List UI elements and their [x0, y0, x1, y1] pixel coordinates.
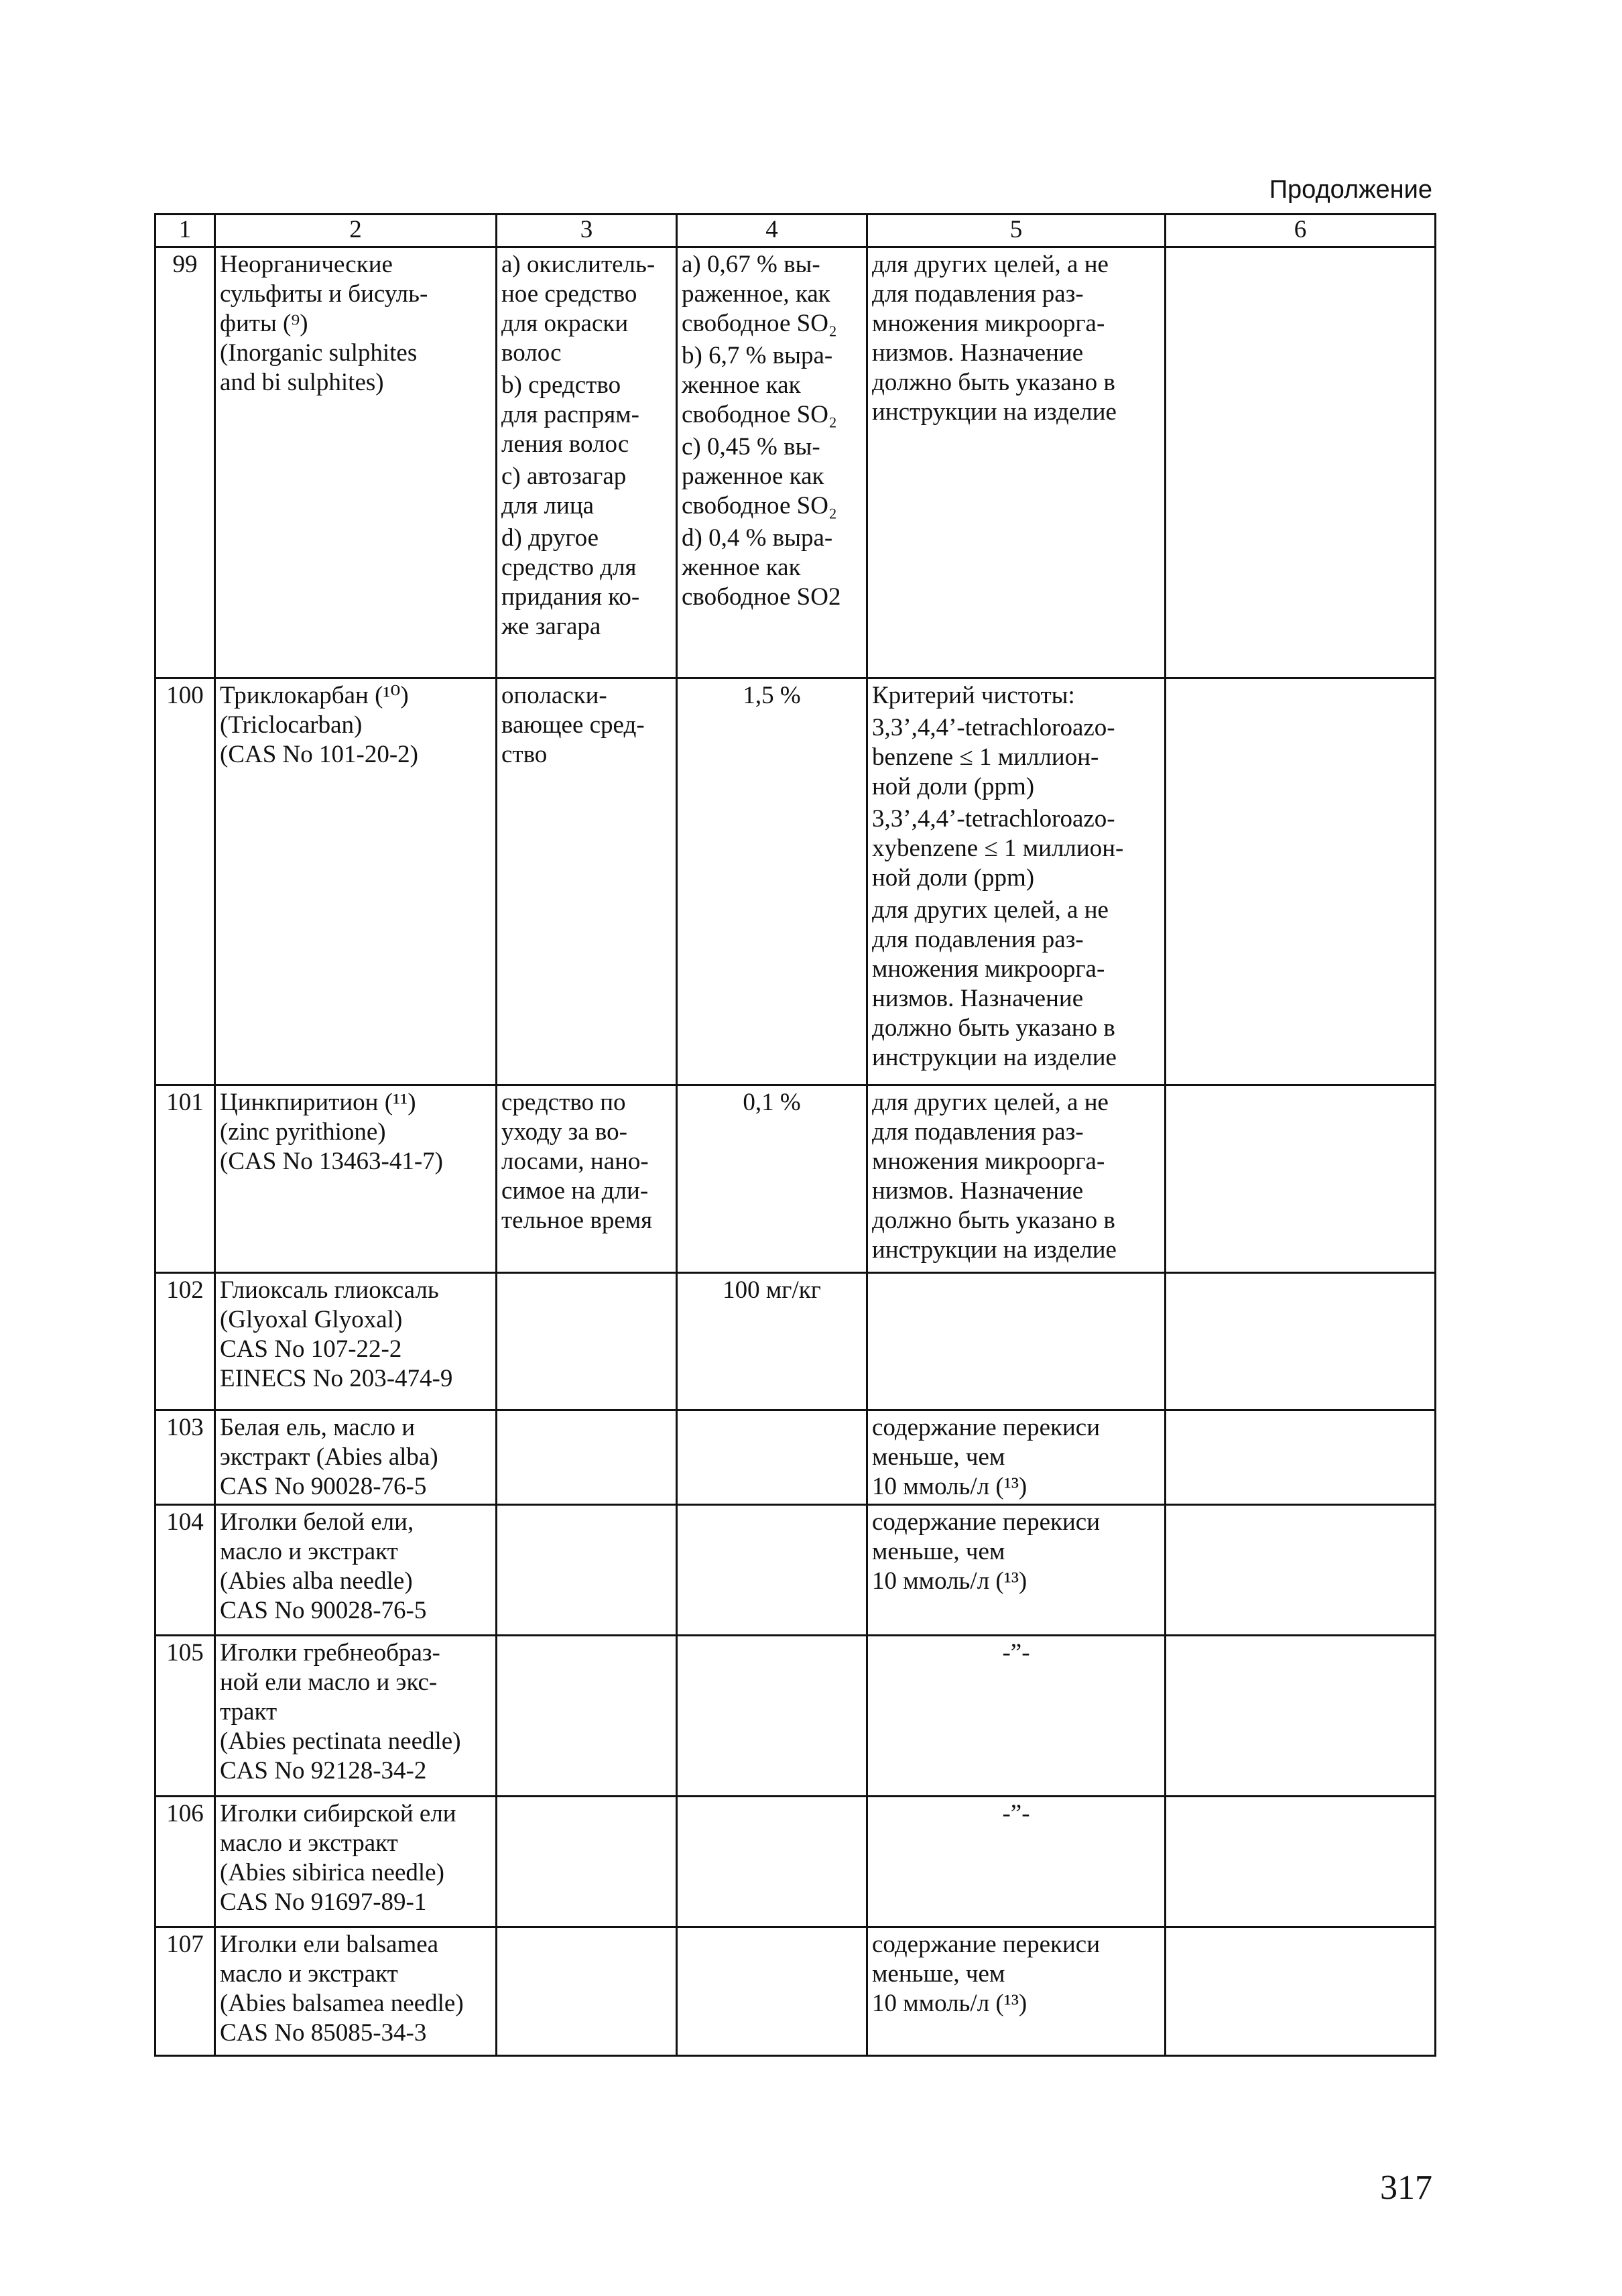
max-concentration	[677, 1410, 867, 1505]
conditions	[867, 1505, 1166, 1636]
substance-name-text: Иголки белой ели, масло и экстракт (Abies alba needle) CAS No 90028-76-5	[220, 1508, 427, 1624]
product-type	[497, 1636, 677, 1797]
product-type	[497, 1797, 677, 1927]
conditions	[867, 1797, 1166, 1927]
row-number: 102	[155, 1273, 215, 1410]
table-row	[155, 1085, 1436, 1273]
product-type	[497, 1927, 677, 2056]
product-type-text: d) другое средство для придания ко- же загара	[501, 524, 640, 640]
table-row	[155, 247, 1436, 678]
substance-name-text: Глиоксаль глиоксаль (Glyoxal Glyoxal) CAS No 107-22-2 EINECS No 203-474-9	[220, 1276, 453, 1392]
conditions-text: для других целей, а не для подавления раз- множения микроорга- низмов. Назначение должно быть указано в инструкции на изделие	[872, 1089, 1117, 1264]
substance-name	[215, 1085, 497, 1273]
product-type-text: a) окислитель- ное средство для окраски волос	[501, 251, 656, 367]
ingredients-table	[154, 213, 1436, 2057]
max-concentration-text: d) 0,4 % выра- женное как свободное SO2	[682, 524, 841, 611]
warnings	[1166, 1410, 1436, 1505]
max-concentration	[677, 1505, 867, 1636]
conditions	[867, 1273, 1166, 1410]
conditions-text: 3,3’,4,4’-tetrachloroazo- benzene ≤ 1 миллион- ной доли (ppm)	[872, 714, 1115, 800]
substance-name-text: Иголки сибирской ели масло и экстракт (Abies sibirica needle) CAS No 91697-89-1	[220, 1800, 456, 1916]
product-type-text: b) средство для распрям- ления волос	[501, 371, 639, 458]
substance-name-text: Белая ель, масло и экстракт (Abies alba) CAS No 90028-76-5	[220, 1414, 438, 1500]
conditions-text: -”-	[1002, 1800, 1030, 1827]
max-concentration	[677, 1273, 867, 1410]
row-number: 101	[155, 1085, 215, 1273]
substance-name-text: Цинкпиритион (¹¹) (zinc pyrithione) (CAS No 13463-41-7)	[220, 1089, 443, 1175]
warnings	[1166, 1636, 1436, 1797]
table-body	[155, 247, 1436, 2056]
table-row	[155, 678, 1436, 1085]
substance-name	[215, 1505, 497, 1636]
conditions-text: Критерий чистоты:	[872, 682, 1075, 709]
column-header: 1	[155, 215, 215, 247]
conditions	[867, 678, 1166, 1085]
max-concentration-text: b) 6,7 % выра- женное как свободное SO₂	[682, 342, 837, 428]
conditions-text: -”-	[1002, 1639, 1030, 1667]
column-header: 6	[1166, 215, 1436, 247]
column-header: 3	[497, 215, 677, 247]
conditions	[867, 1410, 1166, 1505]
product-type	[497, 1085, 677, 1273]
row-number: 106	[155, 1797, 215, 1927]
warnings	[1166, 1085, 1436, 1273]
max-concentration	[677, 678, 867, 1085]
table-row	[155, 1797, 1436, 1927]
substance-name-text: Триклокарбан (¹⁰) (Triclocarban) (CAS No 101-20-2)	[220, 682, 418, 768]
row-number: 104	[155, 1505, 215, 1636]
conditions	[867, 1927, 1166, 2056]
warnings	[1166, 1797, 1436, 1927]
table-row	[155, 1410, 1436, 1505]
product-type	[497, 1505, 677, 1636]
column-header: 5	[867, 215, 1166, 247]
conditions-text: содержание перекиси меньше, чем 10 ммоль/л (¹³)	[872, 1508, 1101, 1595]
conditions-text: для других целей, а не для подавления раз- множения микроорга- низмов. Назначение должно быть указано в инструкции на изделие	[872, 896, 1117, 1071]
conditions	[867, 1636, 1166, 1797]
table-row	[155, 1927, 1436, 2056]
warnings	[1166, 1273, 1436, 1410]
substance-name	[215, 1636, 497, 1797]
conditions	[867, 1085, 1166, 1273]
max-concentration-text: a) 0,67 % вы- раженное, как свободное SO₂	[682, 251, 837, 337]
warnings	[1166, 678, 1436, 1085]
max-concentration-text: c) 0,45 % вы- раженное как свободное SO₂	[682, 433, 837, 520]
substance-name-text: Иголки ели balsamea масло и экстракт (Abies balsamea needle) CAS No 85085-34-3	[220, 1931, 464, 2047]
substance-name	[215, 678, 497, 1085]
max-concentration	[677, 1085, 867, 1273]
conditions-text: для других целей, а не для подавления раз- множения микроорга- низмов. Назначение должно быть указано в инструкции на изделие	[872, 251, 1117, 426]
max-concentration	[677, 247, 867, 678]
product-type	[497, 1410, 677, 1505]
substance-name	[215, 247, 497, 678]
warnings	[1166, 1505, 1436, 1636]
conditions-text: 3,3’,4,4’-tetrachloroazo- xybenzene ≤ 1 миллион- ной доли (ppm)	[872, 805, 1124, 892]
conditions-text: содержание перекиси меньше, чем 10 ммоль/л (¹³)	[872, 1931, 1101, 2017]
table-header	[155, 215, 1436, 247]
page-number: 317	[1380, 2169, 1432, 2207]
column-header: 2	[215, 215, 497, 247]
substance-name	[215, 1410, 497, 1505]
continuation-label: Продолжение	[1269, 176, 1432, 204]
warnings	[1166, 247, 1436, 678]
row-number: 100	[155, 678, 215, 1085]
max-concentration-text: 1,5 %	[743, 682, 801, 709]
substance-name-text: Неорганические сульфиты и бисуль- фиты (⁹) (Inorganic sulphites and bi sulphites)	[220, 251, 428, 396]
substance-name	[215, 1797, 497, 1927]
conditions-text: содержание перекиси меньше, чем 10 ммоль/л (¹³)	[872, 1414, 1101, 1500]
table-row	[155, 1505, 1436, 1636]
product-type	[497, 247, 677, 678]
conditions	[867, 247, 1166, 678]
row-number: 99	[155, 247, 215, 678]
product-type-text: c) автозагар для лица	[501, 463, 627, 520]
table-row	[155, 1273, 1436, 1410]
substance-name	[215, 1273, 497, 1410]
max-concentration-text: 0,1 %	[743, 1089, 801, 1116]
product-type-text: средство по уходу за во- лосами, нано- симое на дли- тельное время	[501, 1089, 653, 1234]
max-concentration	[677, 1636, 867, 1797]
row-number: 103	[155, 1410, 215, 1505]
max-concentration	[677, 1927, 867, 2056]
max-concentration-text: 100 мг/кг	[723, 1276, 821, 1304]
table-row	[155, 1636, 1436, 1797]
column-header: 4	[677, 215, 867, 247]
product-type	[497, 1273, 677, 1410]
product-type-text: ополаски- вающее сред- ство	[501, 682, 645, 768]
substance-name	[215, 1927, 497, 2056]
warnings	[1166, 1927, 1436, 2056]
substance-name-text: Иголки гребнеобраз- ной ели масло и экс- тракт (Abies pectinata needle) CAS No 92128-34-2	[220, 1639, 461, 1785]
row-number: 107	[155, 1927, 215, 2056]
max-concentration	[677, 1797, 867, 1927]
row-number: 105	[155, 1636, 215, 1797]
product-type	[497, 678, 677, 1085]
